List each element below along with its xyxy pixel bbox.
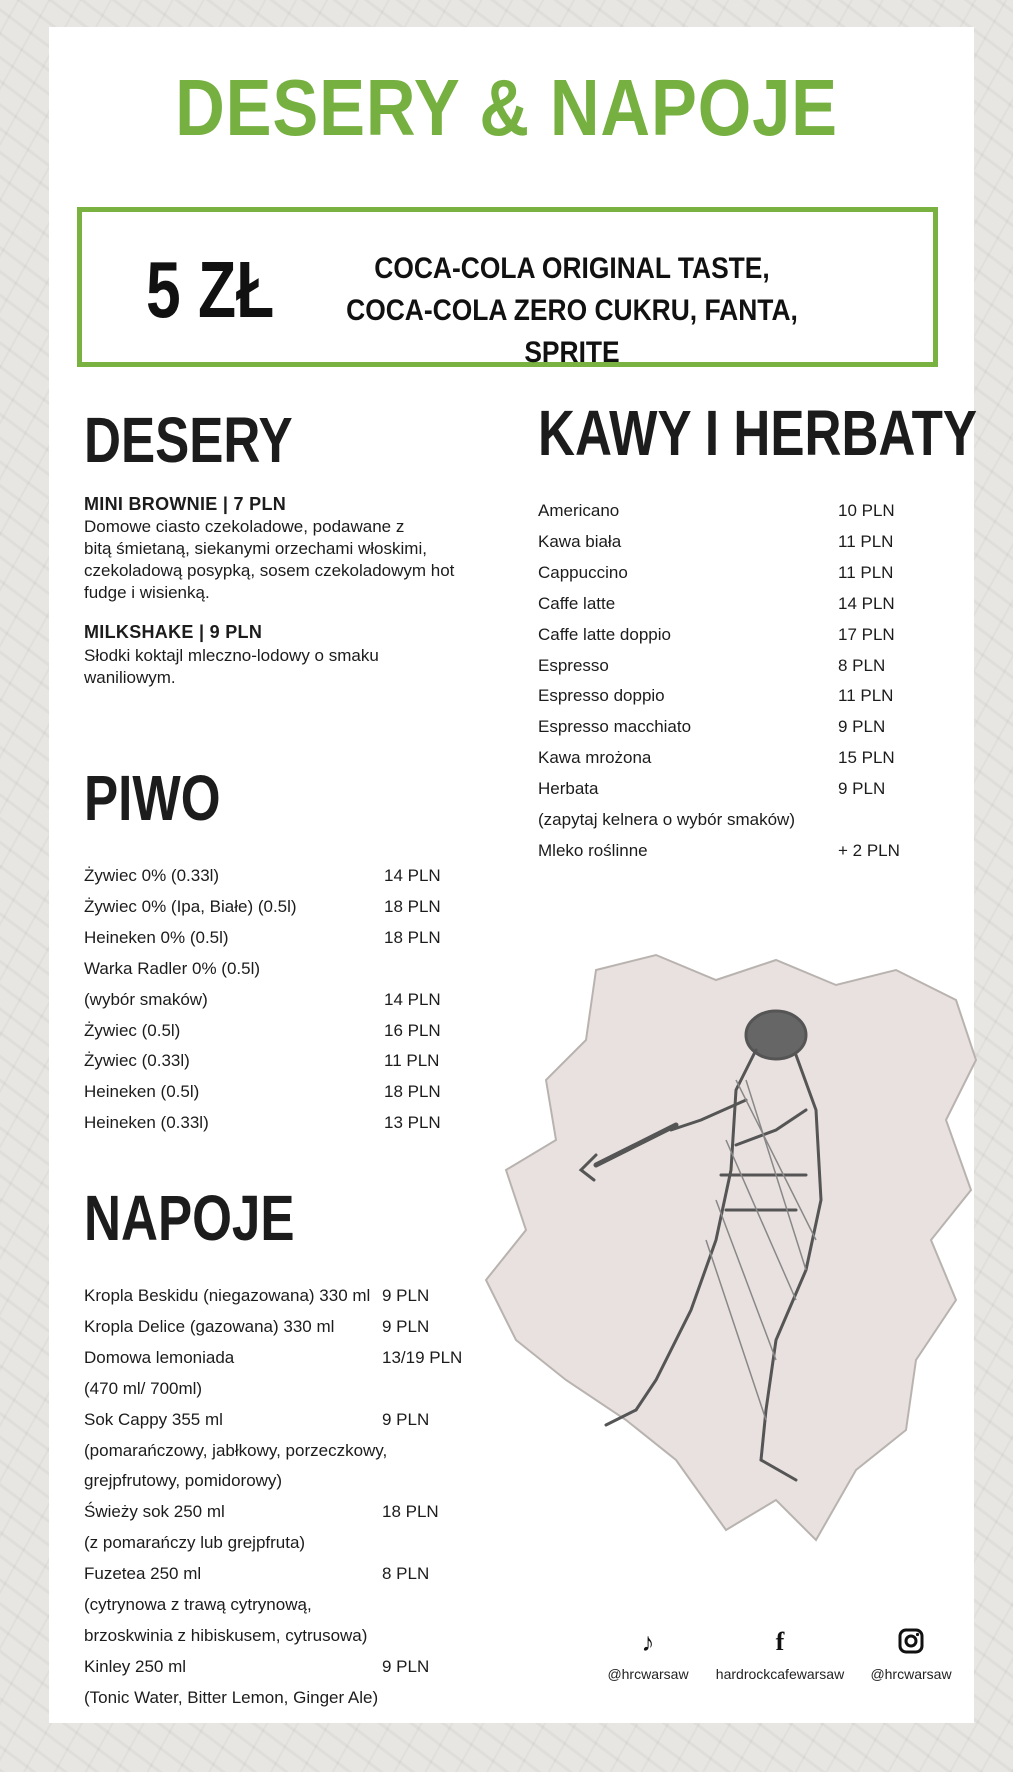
menu-item-price: 13 PLN [384, 1113, 441, 1133]
social-instagram[interactable] [866, 1628, 956, 1682]
menu-row [538, 594, 928, 614]
section-heading-kawy: KAWY I HERBATY [538, 397, 978, 469]
facebook-icon: f [775, 1627, 785, 1656]
menu-item-name: Żywiec 0% (Ipa, Białe) (0.5l) [84, 896, 297, 916]
menu-item-name: (wybór smaków) [84, 989, 208, 1009]
menu-item-name: Kawa mrożona [538, 748, 652, 768]
menu-item-price: 14 PLN [838, 593, 895, 613]
promo-products [308, 248, 836, 374]
menu-row [84, 1688, 472, 1708]
menu-item-price: 11 PLN [838, 531, 894, 551]
menu-item-price: 18 PLN [384, 927, 441, 947]
menu-row [84, 1082, 474, 1102]
menu-item-name: Warka Radler 0% (0.5l) [84, 958, 261, 978]
menu-item-name: Espresso [538, 655, 609, 675]
promo-price: 5 ZŁ [146, 245, 275, 334]
menu-item-name: grejpfrutowy, pomidorowy) [84, 1471, 283, 1491]
social-handle: @hrcwarsaw [870, 1666, 952, 1682]
menu-row [84, 1657, 472, 1677]
menu-item-price: 8 PLN [382, 1564, 430, 1584]
menu-row [84, 1471, 472, 1491]
menu-row [538, 748, 928, 768]
menu-item-name: (470 ml/ 700ml) [84, 1378, 203, 1398]
menu-item-price: 11 PLN [384, 1051, 440, 1071]
menu-row [538, 717, 928, 737]
desc-line: Domowe ciasto czekoladowe, podawane z [84, 517, 405, 536]
menu-item-name: Mleko roślinne [538, 840, 648, 860]
menu-item-price: 11 PLN [838, 562, 894, 582]
dessert-description [84, 516, 454, 604]
menu-item-price: 17 PLN [838, 624, 895, 644]
menu-row [84, 1348, 472, 1368]
social-tiktok[interactable] [603, 1628, 693, 1682]
menu-row [84, 1626, 472, 1646]
menu-row [538, 532, 928, 552]
dessert-description [84, 645, 379, 689]
menu-item-name: brzoskwinia z hibiskusem, cytrusowa) [84, 1625, 368, 1645]
menu-row [84, 897, 474, 917]
menu-item-name: (z pomarańczy lub grejpfruta) [84, 1533, 306, 1553]
menu-item-price: 18 PLN [384, 1082, 441, 1102]
menu-row [84, 1317, 472, 1337]
desc-line: bitą śmietaną, siekanymi orzechami włoskimi, [84, 539, 427, 558]
menu-item-name: (cytrynowa z trawą cytrynową, [84, 1595, 312, 1614]
menu-item-price: 11 PLN [838, 686, 894, 706]
desc-line: fudge i wisienką. [84, 583, 210, 602]
menu-item-name: Espresso macchiato [538, 717, 692, 737]
menu-item-price: 13/19 PLN [382, 1347, 463, 1367]
promo-box [77, 207, 938, 367]
menu-item-name: Fuzetea 250 ml [84, 1564, 202, 1584]
menu-item-name: Herbata [538, 779, 599, 799]
menu-row [84, 1564, 472, 1584]
menu-item-name: Kropla Delice (gazowana) 330 ml [84, 1316, 335, 1336]
menu-item-name: Żywiec 0% (0.33l) [84, 866, 220, 885]
menu-item-name: Espresso doppio [538, 686, 665, 706]
menu-row [538, 625, 928, 645]
menu-item-name: Cappuccino [538, 562, 628, 582]
dessert-title: MILKSHAKE | 9 PLN [84, 622, 263, 642]
desc-line: waniliowym. [84, 668, 176, 687]
social-handle: hardrockcafewarsaw [715, 1666, 845, 1682]
menu-row [538, 656, 928, 676]
trumpet-player-illustration [476, 940, 996, 1550]
menu-item-price: 9 PLN [382, 1656, 430, 1676]
menu-item-name: Caffe latte [538, 593, 616, 613]
menu-row [84, 1410, 472, 1430]
social-facebook[interactable] [710, 1628, 850, 1682]
menu-item-price: 16 PLN [384, 1020, 441, 1040]
menu-item-price: 18 PLN [382, 1502, 439, 1522]
menu-row [538, 563, 928, 583]
menu-item-name: Domowa lemoniada [84, 1347, 235, 1367]
instagram-icon [897, 1628, 925, 1656]
menu-item-name: Sok Cappy 355 ml [84, 1409, 223, 1429]
menu-item-price: 8 PLN [838, 655, 886, 675]
section-heading-piwo: PIWO [84, 762, 221, 834]
menu-row [84, 1441, 472, 1461]
menu-item-price: 9 PLN [382, 1316, 430, 1336]
menu-item-name: (Tonic Water, Bitter Lemon, Ginger Ale) [84, 1687, 379, 1707]
menu-row [84, 1113, 474, 1133]
menu-item-price: 10 PLN [838, 501, 895, 520]
menu-row [538, 779, 928, 799]
menu-item-name: Żywiec (0.5l) [84, 1020, 181, 1040]
menu-item-name: Żywiec (0.33l) [84, 1051, 190, 1071]
page-title: DESERY & NAPOJE [175, 63, 838, 152]
menu-item-price: 9 PLN [382, 1286, 430, 1305]
menu-row [538, 810, 928, 830]
menu-item-name: (zapytaj kelnera o wybór smaków) [538, 810, 795, 829]
menu-item-price: 9 PLN [838, 779, 886, 799]
menu-row [84, 1021, 474, 1041]
menu-item-price: 15 PLN [838, 748, 895, 768]
menu-item-price: 9 PLN [382, 1409, 430, 1429]
menu-row [538, 501, 928, 521]
menu-row [84, 1533, 472, 1553]
section-heading-desery: DESERY [84, 404, 293, 476]
promo-line-2: COCA-COLA ZERO CUKRU, FANTA, SPRITE [346, 294, 798, 369]
menu-item-name: Kawa biała [538, 531, 622, 551]
desc-line: czekoladową posypką, sosem czekoladowym hot [84, 561, 455, 580]
promo-line-1: COCA-COLA ORIGINAL TASTE, [374, 252, 770, 285]
menu-row [84, 959, 474, 979]
menu-row [84, 866, 474, 886]
menu-row [84, 1051, 474, 1071]
menu-item-name: Heineken (0.5l) [84, 1082, 200, 1102]
menu-item-name: (pomarańczowy, jabłkowy, porzeczkowy, [84, 1440, 388, 1460]
menu-item-name: Heineken (0.33l) [84, 1113, 209, 1133]
menu-row [538, 686, 928, 706]
menu-item-price: + 2 PLN [838, 840, 900, 860]
menu-row [84, 928, 474, 948]
menu-row [84, 1502, 472, 1522]
menu-item-price: 14 PLN [384, 866, 441, 885]
desc-line: Słodki koktajl mleczno-lodowy o smaku [84, 646, 379, 665]
social-handle: @hrcwarsaw [607, 1666, 689, 1682]
menu-item-name: Heineken 0% (0.5l) [84, 927, 229, 947]
menu-row [84, 1286, 472, 1306]
menu-item-price: 14 PLN [384, 989, 441, 1009]
menu-row [84, 1595, 472, 1615]
menu-item-name: Kropla Beskidu (niegazowana) 330 ml [84, 1286, 371, 1305]
menu-item-name: Świeży sok 250 ml [84, 1502, 225, 1522]
menu-item-name: Caffe latte doppio [538, 624, 671, 644]
menu-item-name: Kinley 250 ml [84, 1656, 187, 1676]
menu-row [84, 990, 474, 1010]
menu-item-price: 9 PLN [838, 717, 886, 737]
menu-item-name: Americano [538, 501, 620, 520]
section-heading-napoje: NAPOJE [84, 1182, 295, 1254]
tiktok-icon: ♪ [641, 1627, 655, 1657]
dessert-title: MINI BROWNIE | 7 PLN [84, 494, 287, 514]
menu-item-price: 18 PLN [384, 896, 441, 916]
menu-row [84, 1379, 472, 1399]
menu-row [538, 841, 928, 861]
